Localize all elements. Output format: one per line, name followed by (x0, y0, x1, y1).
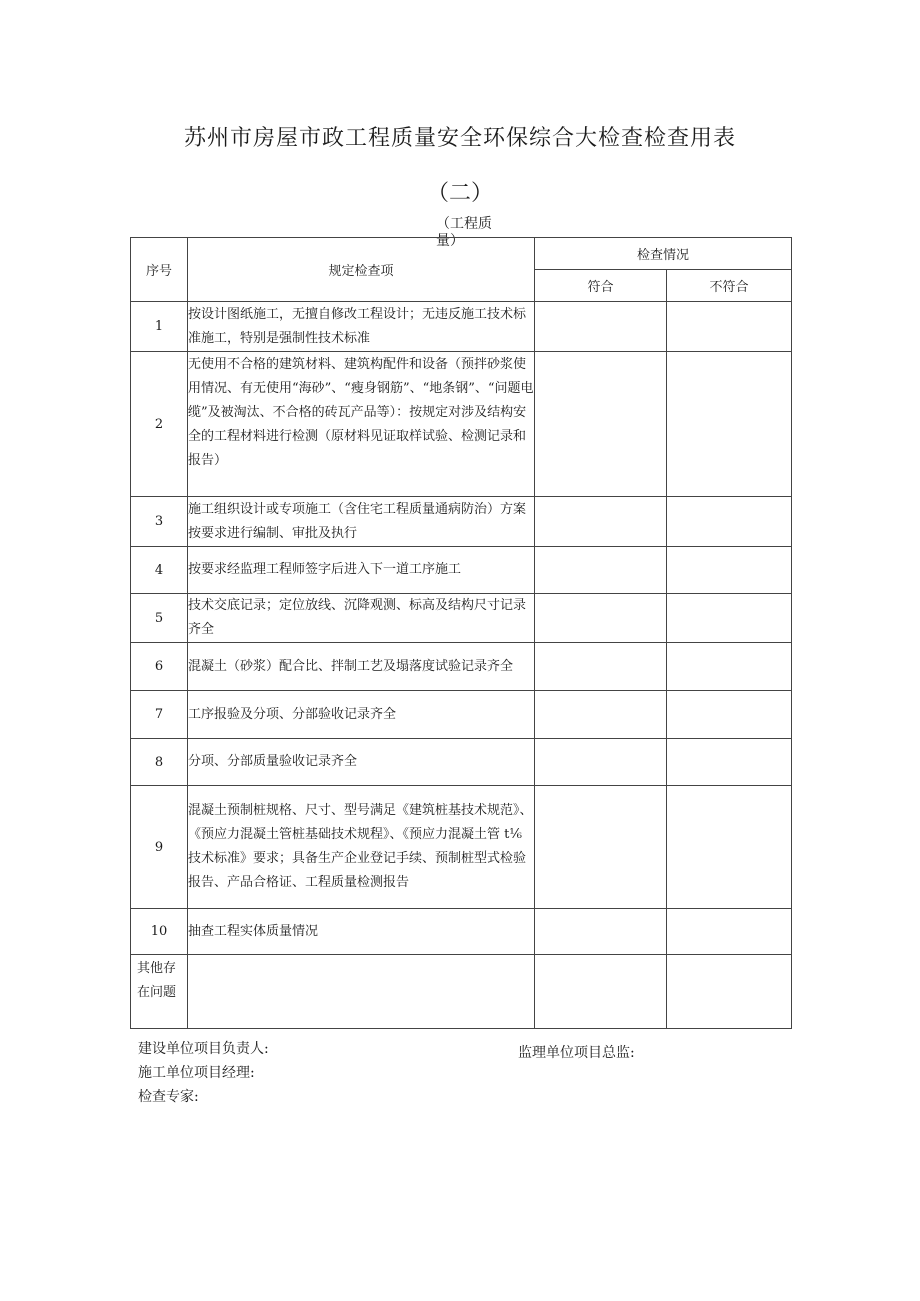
row-number: 1 (131, 302, 188, 352)
table-row (131, 594, 792, 643)
fail-cell[interactable] (667, 302, 792, 352)
pass-cell[interactable] (535, 352, 667, 497)
other-issues-input[interactable] (188, 955, 535, 1029)
supervisor-signature-label: 监理单位项目总监: (518, 1045, 635, 1061)
header-pass: 符合 (535, 270, 667, 302)
owner-signature-label: 建设单位项目负责人: (138, 1041, 269, 1057)
fail-cell[interactable] (667, 909, 792, 955)
row-number: 2 (131, 352, 188, 497)
pass-cell[interactable] (535, 594, 667, 643)
row-item: 无使用不合格的建筑材料、建筑构配件和设备（预拌砂浆使用情况、有无使用“海砂”、“瘦身钢筋”、“地条钢”、“问题电缆”及被淘汰、不合格的砖瓦产品等）：按规定对涉及结构安全的工程材料进行检测（原材料见证取样试验、检测记录和报告） (188, 352, 535, 497)
fail-cell[interactable] (667, 786, 792, 909)
header-status: 检查情况 (535, 238, 792, 270)
page-subtitle: （二） (426, 181, 493, 206)
row-number: 6 (131, 643, 188, 691)
fail-cell[interactable] (667, 691, 792, 739)
pass-cell[interactable] (535, 547, 667, 594)
fail-cell[interactable] (667, 497, 792, 547)
row-item: 施工组织设计或专项施工（含住宅工程质量通病防治）方案按要求进行编制、审批及执行 (188, 497, 535, 547)
row-item: 混凝土预制桩规格、尺寸、型号满足《建筑桩基技术规范》、《预应力混凝土管桩基础技术规程》、《预应力混凝土管 t⅙技术标准》要求；具备生产企业登记手续、预制桩型式检验报告、产品合格证、工程质量检测报告 (188, 786, 535, 909)
row-number: 8 (131, 739, 188, 786)
pass-cell[interactable] (535, 643, 667, 691)
table-row (131, 909, 792, 955)
row-item: 技术交底记录；定位放线、沉降观测、标高及结构尺寸记录齐全 (188, 594, 535, 643)
contractor-signature-label: 施工单位项目经理: (138, 1065, 255, 1081)
row-item: 抽查工程实体质量情况 (188, 909, 535, 955)
header-item: 规定检查项 (188, 238, 535, 302)
row-item: 工序报验及分项、分部验收记录齐全 (188, 691, 535, 739)
pass-cell[interactable] (535, 302, 667, 352)
fail-cell[interactable] (667, 594, 792, 643)
fail-cell[interactable] (667, 643, 792, 691)
fail-cell[interactable] (667, 352, 792, 497)
other-issues-label: 其他存在问题 (131, 955, 188, 1029)
row-item: 分项、分部质量验收记录齐全 (188, 739, 535, 786)
table-row (131, 643, 792, 691)
pass-cell[interactable] (535, 739, 667, 786)
table-row (131, 691, 792, 739)
fail-cell[interactable] (667, 955, 792, 1029)
row-number: 3 (131, 497, 188, 547)
row-number: 10 (131, 909, 188, 955)
header-seq: 序号 (131, 238, 188, 302)
fail-cell[interactable] (667, 547, 792, 594)
table-row-other-issues (131, 955, 792, 1029)
pass-cell[interactable] (535, 955, 667, 1029)
expert-signature-label: 检查专家: (138, 1089, 199, 1105)
row-number: 5 (131, 594, 188, 643)
table-row (131, 352, 792, 497)
table-row (131, 739, 792, 786)
pass-cell[interactable] (535, 691, 667, 739)
category-note: （工程质量） (436, 216, 492, 249)
table-row (131, 547, 792, 594)
table-row (131, 302, 792, 352)
pass-cell[interactable] (535, 497, 667, 547)
inspection-table (130, 237, 792, 1029)
pass-cell[interactable] (535, 909, 667, 955)
header-row-1 (131, 238, 792, 270)
fail-cell[interactable] (667, 739, 792, 786)
header-fail: 不符合 (667, 270, 792, 302)
row-item: 混凝土（砂浆）配合比、拌制工艺及塌落度试验记录齐全 (188, 643, 535, 691)
row-number: 9 (131, 786, 188, 909)
table-row (131, 786, 792, 909)
row-number: 7 (131, 691, 188, 739)
page-title: 苏州市房屋市政工程质量安全环保综合大检查检查用表 (183, 126, 736, 151)
row-number: 4 (131, 547, 188, 594)
pass-cell[interactable] (535, 786, 667, 909)
table-row (131, 497, 792, 547)
row-item: 按要求经监理工程师签字后进入下一道工序施工 (188, 547, 535, 594)
row-item: 按设计图纸施工，无擅自修改工程设计；无违反施工技术标准施工，特别是强制性技术标准 (188, 302, 535, 352)
